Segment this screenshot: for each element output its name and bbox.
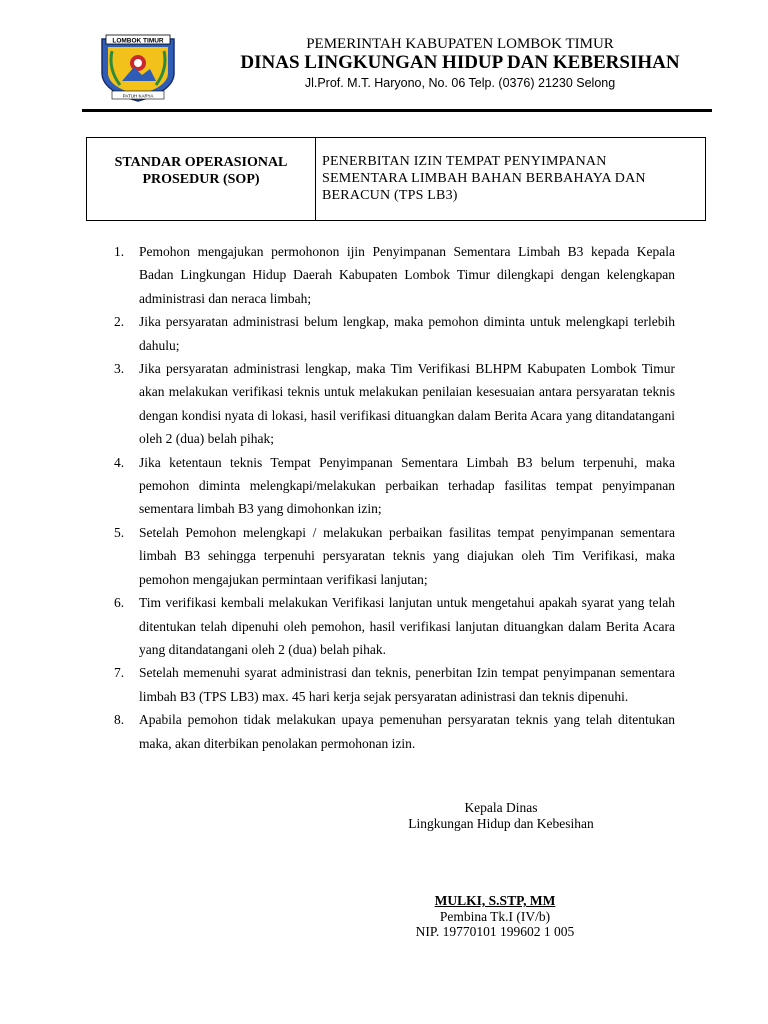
sop-title-line3: BERACUN (TPS LB3) bbox=[322, 188, 458, 203]
step-text: Pemohon mengajukan permohonon ijin Penyimpanan Sementara Limbah B3 kepada Kepala Badan Lingkungan Hidup Daerah Kabupaten Lombok Timur dilengkapi dengan kelengkapan administrasi dan neraca limbah; bbox=[139, 244, 675, 306]
step-text: Setelah memenuhi syarat administrasi dan teknis, penerbitan Izin tempat penyimpanan sementara limbah B3 (TPS LB3) max. 45 hari kerja sejak persyaratan adinistrasi dan teknis dipenuhi. bbox=[139, 665, 675, 704]
sop-label-line2: PROSEDUR (SOP) bbox=[142, 172, 260, 187]
sop-title-line1: PENERBITAN IZIN TEMPAT PENYIMPANAN bbox=[322, 154, 607, 169]
step-text: Tim verifikasi kembali melakukan Verifikasi lanjutan untuk mengetahui apakah syarat yang telah ditentukan telah dipenuhi oleh pemohon, hasil verifikasi lanjutan dituangkan dalam Berita Acara yang ditandatangani oleh 2 (dua) belah pihak. bbox=[139, 595, 675, 657]
procedure-steps bbox=[106, 240, 675, 755]
government-name: PEMERINTAH KABUPATEN LOMBOK TIMUR bbox=[306, 36, 614, 52]
sop-title-cell bbox=[316, 138, 705, 220]
signatory-title-line2: Lingkungan Hidup dan Kebesihan bbox=[408, 816, 594, 831]
procedure-step bbox=[106, 661, 675, 708]
agency-address: Jl.Prof. M.T. Haryono, No. 06 Telp. (0376) 21230 Selong bbox=[304, 76, 616, 90]
letterhead-divider bbox=[82, 109, 712, 112]
sop-label-cell bbox=[87, 138, 316, 220]
emblem-motto-text: PATUH KARYA bbox=[122, 93, 154, 99]
agency-name: DINAS LINGKUNGAN HIDUP DAN KEBERSIHAN bbox=[240, 52, 680, 73]
step-text: Jika persyaratan administrasi belum lengkap, maka pemohon diminta untuk melengkapi terlebih dahulu; bbox=[139, 314, 675, 353]
step-number: 5. bbox=[114, 524, 125, 540]
signatory-nip: NIP. 19770101 199602 1 005 bbox=[415, 924, 575, 939]
sop-title-line2: SEMENTARA LIMBAH BAHAN BERBAHAYA DAN bbox=[322, 171, 646, 186]
regency-emblem-icon bbox=[98, 33, 178, 103]
step-number: 4. bbox=[114, 454, 125, 470]
step-number: 1. bbox=[114, 244, 125, 259]
procedure-step bbox=[106, 451, 675, 521]
procedure-step bbox=[106, 521, 675, 591]
sop-label-line1: STANDAR OPERASIONAL bbox=[114, 155, 288, 170]
signatory-title-line1: Kepala Dinas bbox=[464, 800, 538, 815]
procedure-step bbox=[106, 310, 675, 357]
emblem-ribbon-text: LOMBOK TIMUR bbox=[112, 37, 164, 45]
step-number: 2. bbox=[114, 314, 125, 330]
procedure-step bbox=[106, 591, 675, 661]
step-text: Apabila pemohon tidak melakukan upaya pemenuhan persyaratan teknis yang telah ditentukan maka, akan diterbikan penolakan permohonan izin. bbox=[139, 712, 675, 751]
procedure-step bbox=[106, 708, 675, 755]
step-number: 3. bbox=[114, 361, 125, 377]
step-text: Jika ketentaun teknis Tempat Penyimpanan Sementara Limbah B3 belum terpenuhi, maka pemohon diminta melengkapi/melakukan perbaikan terhadap fasilitas tempat penyimpanan sementara limbah B3 yang dimohonkan izin; bbox=[139, 454, 675, 517]
step-number: 7. bbox=[114, 665, 125, 681]
step-number: 8. bbox=[114, 712, 125, 728]
step-number: 6. bbox=[114, 595, 125, 611]
procedure-step bbox=[106, 240, 675, 310]
procedure-step bbox=[106, 357, 675, 451]
signatory-name: MULKI, S.STP, MM bbox=[434, 893, 556, 908]
step-text: Setelah Pemohon melengkapi / melakukan perbaikan fasilitas tempat penyimpanan sementara limbah B3 sehingga terpenuhi persyaratan teknis yang diajukan oleh Tim Verifikasi, maka pemohon mengajukan permintaan verifikasi lanjutan; bbox=[139, 524, 675, 587]
step-text: Jika persyaratan administrasi lengkap, maka Tim Verifikasi BLHPM Kabupaten Lombok Timur akan melakukan verifikasi teknis untuk melakukan penilaian kesesuaian antara persyaratan teknis dengan kondisi nyata di lokasi, hasil verifikasi dituangkan dalam Berita Acara yang ditandatangani oleh 2 (dua) belah pihak; bbox=[139, 361, 675, 447]
sop-header-table bbox=[86, 137, 706, 221]
signatory-rank: Pembina Tk.I (IV/b) bbox=[439, 909, 551, 924]
